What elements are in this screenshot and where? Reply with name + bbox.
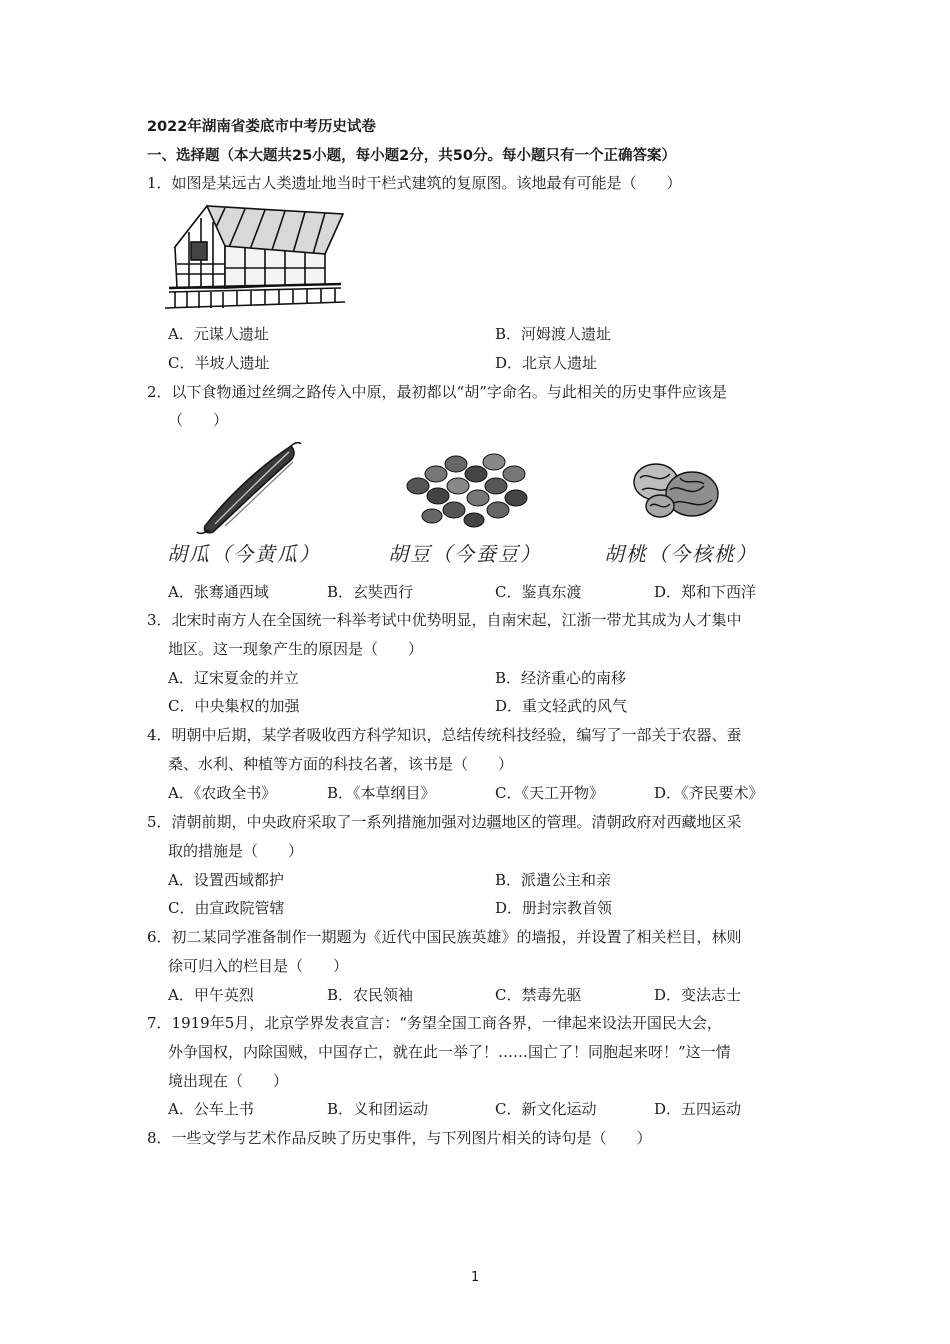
question-2-option-b: B．玄奘西行 (327, 583, 414, 601)
question-5-option-c: C．由宣政院管辖 (168, 899, 285, 917)
question-7-option-d: D．五四运动 (654, 1100, 742, 1118)
question-3-option-b: B．经济重心的南移 (495, 669, 627, 687)
question-5-stem-line-1: 5．清朝前期，中央政府采取了一系列措施加强对边疆地区的管理。清朝政府对西藏地区采 (147, 813, 742, 831)
caption-broad-bean: 胡豆（今蚕豆） (388, 542, 542, 566)
question-3-option-c: C．中央集权的加强 (168, 697, 300, 715)
question-3-option-a: A．辽宋夏金的并立 (168, 669, 299, 687)
cucumber-image (195, 440, 305, 536)
question-7-option-b: B．义和团运动 (327, 1100, 429, 1118)
page-number: 1 (471, 1270, 480, 1285)
question-3-stem-line-1: 3．北宋时南方人在全国统一科举考试中优势明显，自南宋起，江浙一带尤其成为人才集中 (147, 611, 742, 629)
question-7-option-a: A．公车上书 (168, 1100, 254, 1118)
stilt-house-image (165, 202, 353, 310)
question-8-stem: 8．一些文学与艺术作品反映了历史事件，与下列图片相关的诗句是（ ） (147, 1129, 652, 1147)
question-1-option-d: D．北京人遗址 (495, 354, 598, 372)
question-5-option-d: D．册封宗教首领 (495, 899, 613, 917)
question-3-option-d: D．重文轻武的风气 (495, 697, 628, 715)
question-6-stem-line-1: 6．初二某同学准备制作一期题为《近代中国民族英雄》的墙报，并设置了相关栏目，林则 (147, 928, 742, 946)
question-5-option-a: A．设置西域都护 (168, 871, 284, 889)
question-7-stem-line-2: 外争国权，内除国贼，中国存亡，就在此一举了！……国亡了！同胞起来呀！”这一情 (168, 1043, 731, 1061)
question-1-option-a: A．元谋人遗址 (168, 325, 269, 343)
caption-walnut: 胡桃（今核桃） (604, 542, 758, 566)
broad-bean-image (398, 446, 536, 530)
question-1-stem: 1．如图是某远古人类遗址地当时干栏式建筑的复原图。该地最有可能是（ ） (147, 174, 682, 192)
question-7-stem-line-1: 7．1919年5月，北京学界发表宣言：“务望全国工商各界，一律起来设法开国民大会， (147, 1014, 722, 1032)
question-6-option-d: D．变法志士 (654, 986, 742, 1004)
question-7-stem-line-3: 境出现在（ ） (168, 1072, 289, 1090)
question-2-option-d: D．郑和下西洋 (654, 583, 757, 601)
walnut-image (630, 456, 722, 522)
question-6-option-c: C．禁毒先驱 (495, 986, 582, 1004)
section-heading: 一、选择题（本大题共25小题，每小题2分，共50分。每小题只有一个正确答案） (147, 148, 676, 164)
question-6-option-a: A．甲午英烈 (168, 986, 254, 1004)
question-2-stem-line-1: 2．以下食物通过丝绸之路传入中原，最初都以“胡”字命名。与此相关的历史事件应该是 (147, 383, 727, 401)
question-2-stem-line-2: （ ） (168, 411, 229, 429)
question-2-option-a: A．张骞通西域 (168, 583, 269, 601)
question-1-option-b: B．河姆渡人遗址 (495, 325, 612, 343)
question-4-option-b: B．《本草纲目》 (327, 784, 436, 802)
question-4-stem-line-1: 4．明朝中后期，某学者吸收西方科学知识，总结传统科技经验，编写了一部关于农器、蚕 (147, 726, 742, 744)
question-7-option-c: C．新文化运动 (495, 1100, 597, 1118)
question-4-option-c: C．《天工开物》 (495, 784, 604, 802)
question-2-option-c: C．鉴真东渡 (495, 583, 582, 601)
question-6-stem-line-2: 徐可归入的栏目是（ ） (168, 957, 349, 975)
question-6-option-b: B．农民领袖 (327, 986, 414, 1004)
question-4-option-a: A．《农政全书》 (168, 784, 277, 802)
question-5-option-b: B．派遣公主和亲 (495, 871, 612, 889)
question-4-stem-line-2: 桑、水利、种植等方面的科技名著，该书是（ ） (168, 755, 514, 773)
question-5-stem-line-2: 取的措施是（ ） (168, 842, 304, 860)
question-3-stem-line-2: 地区。这一现象产生的原因是（ ） (168, 640, 424, 658)
caption-cucumber: 胡瓜（今黄瓜） (167, 542, 321, 566)
exam-title: 2022年湖南省娄底市中考历史试卷 (147, 119, 376, 135)
question-4-option-d: D．《齐民要术》 (654, 784, 764, 802)
question-1-option-c: C．半坡人遗址 (168, 354, 270, 372)
